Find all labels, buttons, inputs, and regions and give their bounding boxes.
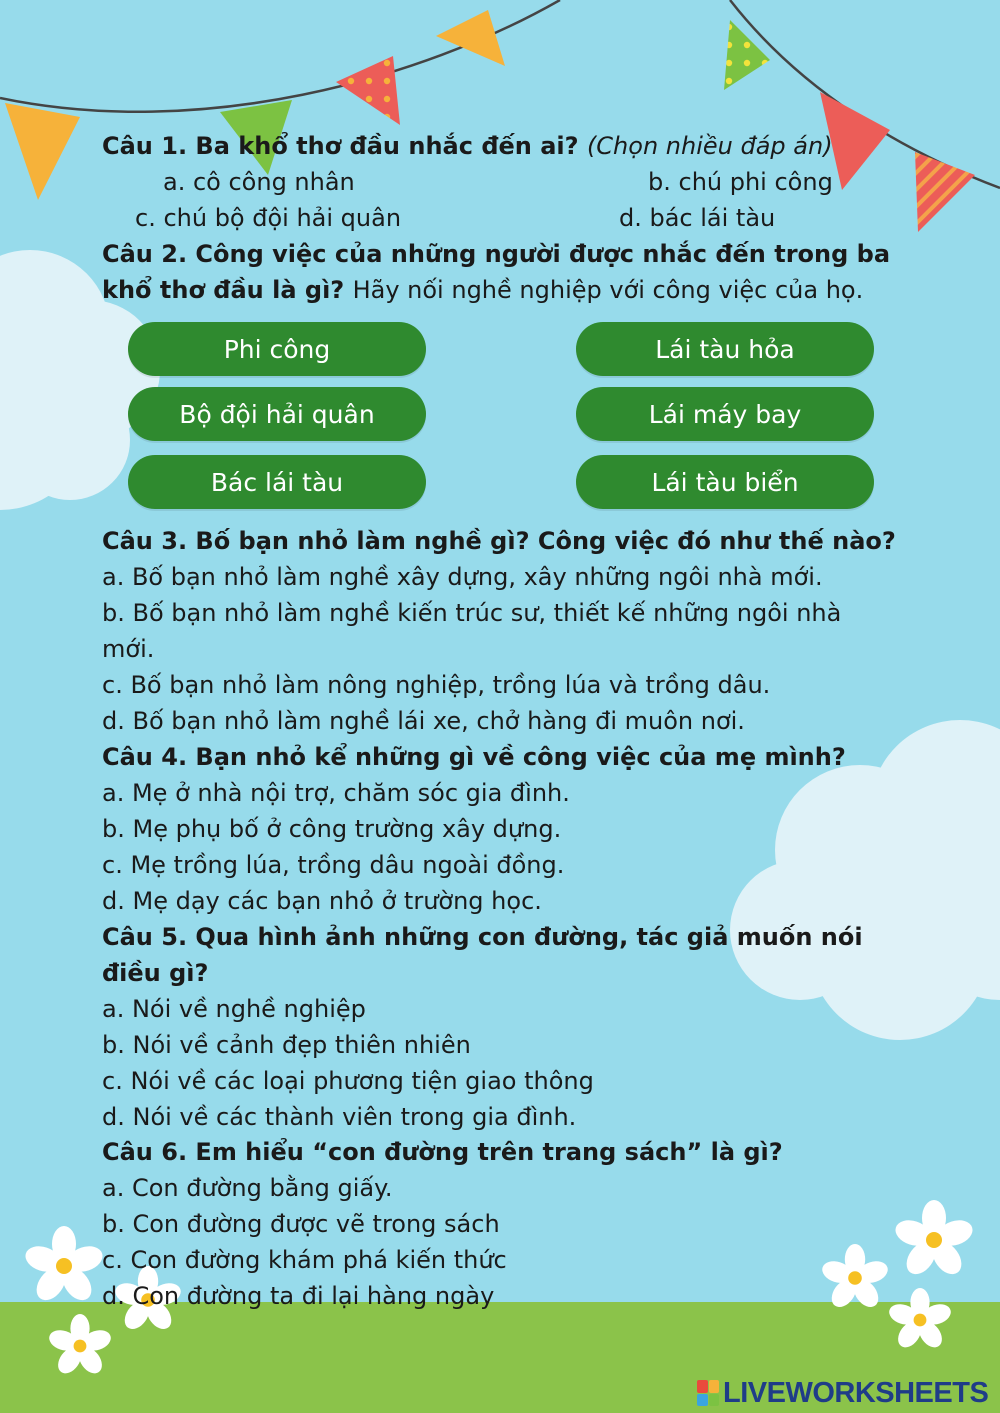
q2-instruction: Hãy nối nghề nghiệp với công việc của họ.: [352, 276, 864, 304]
q3-option-d[interactable]: d. Bố bạn nhỏ làm nghề lái xe, chở hàng đi muôn nơi.: [102, 707, 745, 735]
q2-title-line2: [102, 275, 863, 305]
liveworksheets-logo-text: LIVEWORKSHEETS: [723, 1376, 989, 1409]
match-right-lai-tau-hoa[interactable]: Lái tàu hỏa: [576, 322, 874, 376]
q3-option-b-cont[interactable]: mới.: [102, 635, 155, 663]
q5-option-d[interactable]: d. Nói về các thành viên trong gia đình.: [102, 1103, 577, 1131]
q6-option-c[interactable]: c. Con đường khám phá kiến thức: [102, 1246, 507, 1274]
q2-title-bold: khổ thơ đầu là gì?: [102, 276, 345, 304]
q1-option-a[interactable]: a. cô công nhân: [163, 168, 355, 196]
match-left-bo-doi-hai-quan[interactable]: Bộ đội hải quân: [128, 387, 426, 441]
match-right-lai-tau-bien[interactable]: Lái tàu biển: [576, 455, 874, 509]
q5-option-c[interactable]: c. Nói về các loại phương tiện giao thông: [102, 1067, 594, 1095]
q6-option-a[interactable]: a. Con đường bằng giấy.: [102, 1174, 393, 1202]
q4-option-d[interactable]: d. Mẹ dạy các bạn nhỏ ở trường học.: [102, 887, 542, 915]
q2-title-line1: Câu 2. Công việc của những người được nhắc đến trong ba: [102, 240, 891, 268]
q1-note: (Chọn nhiều đáp án): [586, 132, 833, 160]
q5-option-b[interactable]: b. Nói về cảnh đẹp thiên nhiên: [102, 1031, 471, 1059]
match-left-phi-cong[interactable]: Phi công: [128, 322, 426, 376]
q5-title-line2: điều gì?: [102, 959, 209, 987]
q1-title-text: Câu 1. Ba khổ thơ đầu nhắc đến ai?: [102, 132, 579, 160]
q6-title: Câu 6. Em hiểu “con đường trên trang sách” là gì?: [102, 1138, 783, 1166]
q4-option-a[interactable]: a. Mẹ ở nhà nội trợ, chăm sóc gia đình.: [102, 779, 570, 807]
q1-option-c[interactable]: c. chú bộ đội hải quân: [135, 204, 402, 232]
q6-option-d[interactable]: d. Con đường ta đi lại hàng ngày: [102, 1282, 495, 1310]
q3-option-a[interactable]: a. Bố bạn nhỏ làm nghề xây dựng, xây những ngôi nhà mới.: [102, 563, 823, 591]
q6-option-b[interactable]: b. Con đường được vẽ trong sách: [102, 1210, 500, 1238]
match-left-bac-lai-tau[interactable]: Bác lái tàu: [128, 455, 426, 509]
q5-option-a[interactable]: a. Nói về nghề nghiệp: [102, 995, 366, 1023]
q1-title: [102, 131, 833, 161]
q1-option-d[interactable]: d. bác lái tàu: [619, 204, 776, 232]
q3-option-b[interactable]: b. Bố bạn nhỏ làm nghề kiến trúc sư, thiết kế những ngôi nhà: [102, 599, 842, 627]
liveworksheets-logo-icon: [697, 1380, 719, 1406]
liveworksheets-logo: [697, 1376, 988, 1410]
q4-title: Câu 4. Bạn nhỏ kể những gì về công việc của mẹ mình?: [102, 743, 846, 771]
q5-title-line1: Câu 5. Qua hình ảnh những con đường, tác giả muốn nói: [102, 923, 863, 951]
q4-option-b[interactable]: b. Mẹ phụ bố ở công trường xây dựng.: [102, 815, 562, 843]
match-right-lai-may-bay[interactable]: Lái máy bay: [576, 387, 874, 441]
q3-title: Câu 3. Bố bạn nhỏ làm nghề gì? Công việc đó như thế nào?: [102, 527, 896, 555]
q3-option-c[interactable]: c. Bố bạn nhỏ làm nông nghiệp, trồng lúa và trồng dâu.: [102, 671, 771, 699]
q1-option-b[interactable]: b. chú phi công: [648, 168, 833, 196]
q4-option-c[interactable]: c. Mẹ trồng lúa, trồng dâu ngoài đồng.: [102, 851, 565, 879]
